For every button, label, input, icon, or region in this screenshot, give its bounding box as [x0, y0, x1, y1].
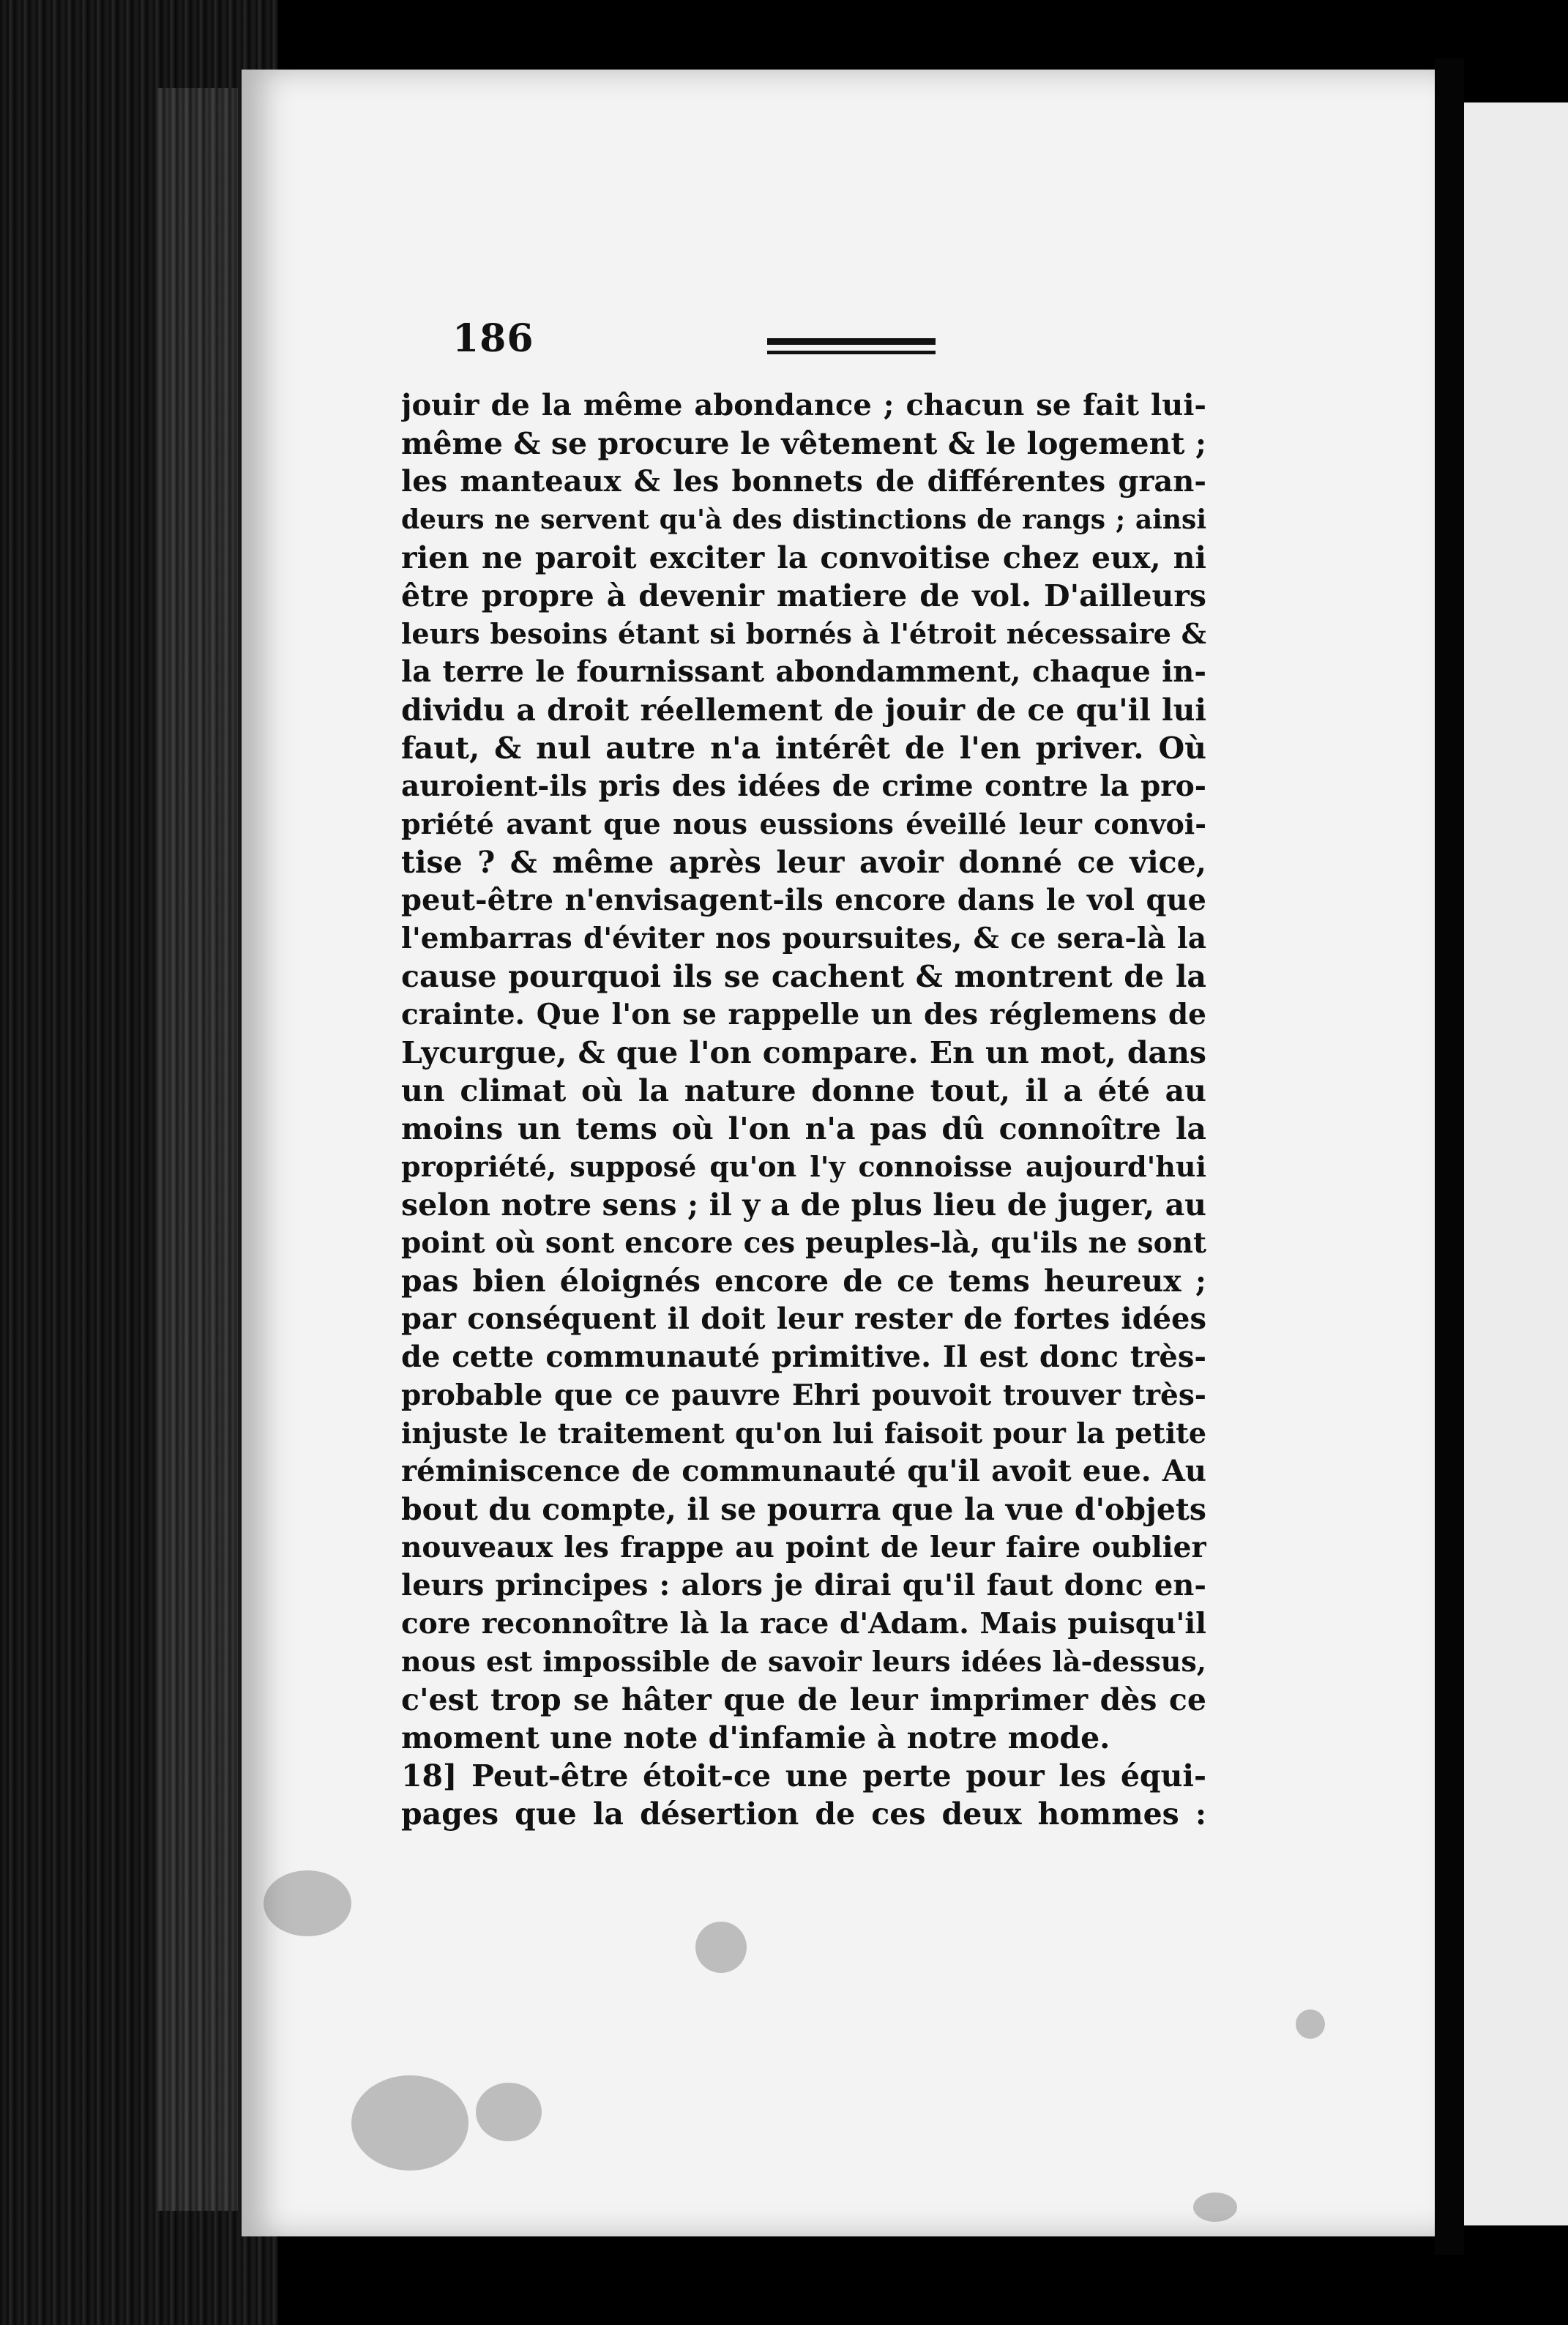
text-line: Lycurgue, & que l'on compare. En un mot, dans: [401, 1035, 1206, 1070]
foxing-spot: [695, 1922, 747, 1973]
text-line: priété avant que nous eussions éveillé leur convoi-: [401, 807, 1206, 840]
body-text: [401, 387, 1206, 1833]
text-line: nous est impossible de savoir leurs idées là-dessus,: [401, 1645, 1206, 1678]
text-line: peut-être n'envisagent-ils encore dans le vol que: [401, 883, 1206, 917]
text-line: injuste le traitement qu'on lui faisoit pour la petite: [401, 1417, 1206, 1449]
text-line: tise ? & même après leur avoir donné ce vice,: [401, 845, 1206, 880]
text-line: 18] Peut-être étoit-ce une perte pour les équi-: [401, 1758, 1206, 1794]
text-line: pages que la désertion de ces deux hommes :: [401, 1796, 1206, 1832]
text-line: l'embarras d'éviter nos poursuites, & ce sera-là la: [401, 922, 1206, 955]
text-line: crainte. Que l'on se rappelle un des réglemens de: [401, 998, 1206, 1031]
text-line: moment une note d'infamie à notre mode.: [401, 1720, 1110, 1755]
text-line: probable que ce pauvre Ehri pouvoit trouver très-: [401, 1378, 1206, 1412]
text-line: par conséquent il doit leur rester de fortes idées: [401, 1302, 1206, 1336]
text-line: leurs besoins étant si bornés à l'étroit nécessaire &: [401, 617, 1206, 650]
text-line: un climat où la nature donne tout, il a été au: [401, 1073, 1206, 1108]
facing-page-edge: [1464, 102, 1568, 2225]
foxing-spot: [1296, 2009, 1325, 2039]
text-line: les manteaux & les bonnets de différentes gran-: [401, 464, 1206, 499]
text-line: nouveaux les frappe au point de leur faire oublier: [401, 1531, 1206, 1564]
text-line: réminiscence de communauté qu'il avoit eue. Au: [401, 1454, 1206, 1488]
foxing-spot: [1193, 2192, 1237, 2222]
text-line: leurs principes : alors je dirai qu'il faut donc en-: [401, 1568, 1206, 1602]
text-line: pas bien éloignés encore de ce tems heureux ;: [401, 1264, 1206, 1299]
text-line: cause pourquoi ils se cachent & montrent de la: [401, 959, 1206, 994]
text-line: point où sont encore ces peuples-là, qu'ils ne sont: [401, 1226, 1206, 1260]
text-line: dividu a droit réellement de jouir de ce qu'il lui: [401, 693, 1206, 728]
text-line: même & se procure le vêtement & le logement ;: [401, 426, 1206, 461]
page-edges: [157, 88, 238, 2211]
text-line: auroient-ils pris des idées de crime contre la pro-: [401, 769, 1206, 803]
text-line: moins un tems où l'on n'a pas dû connoître la: [401, 1111, 1206, 1146]
header-ornament-rule: [767, 338, 936, 354]
text-line: rien ne paroit exciter la convoitise chez eux, ni: [401, 540, 1206, 575]
text-line: deurs ne servent qu'à des distinctions de rangs ; ainsi: [401, 504, 1206, 535]
foxing-spot: [264, 1870, 351, 1936]
text-line: faut, & nul autre n'a intérêt de l'en priver. Où: [401, 731, 1206, 766]
text-line: jouir de la même abondance ; chacun se fait lui-: [401, 388, 1206, 422]
text-line: être propre à devenir matiere de vol. D'ailleurs: [401, 578, 1206, 613]
foxing-spot: [476, 2083, 542, 2141]
text-line: c'est trop se hâter que de leur imprimer dès ce: [401, 1682, 1206, 1717]
text-line: core reconnoître là la race d'Adam. Mais puisqu'il: [401, 1607, 1206, 1641]
book-edge: [0, 0, 278, 2325]
text-line: bout du compte, il se pourra que la vue d'objets: [401, 1492, 1206, 1527]
text-line: la terre le fournissant abondamment, chaque in-: [401, 654, 1206, 689]
gutter-shadow: [1435, 59, 1464, 2255]
page-number: 186: [452, 316, 534, 361]
text-line: selon notre sens ; il y a de plus lieu de juger, au: [401, 1187, 1206, 1223]
text-line: propriété, supposé qu'on l'y connoisse aujourd'hui: [401, 1150, 1206, 1183]
text-line: de cette communauté primitive. Il est donc très-: [401, 1340, 1206, 1374]
page-header: [452, 316, 936, 382]
foxing-spot: [351, 2075, 468, 2171]
